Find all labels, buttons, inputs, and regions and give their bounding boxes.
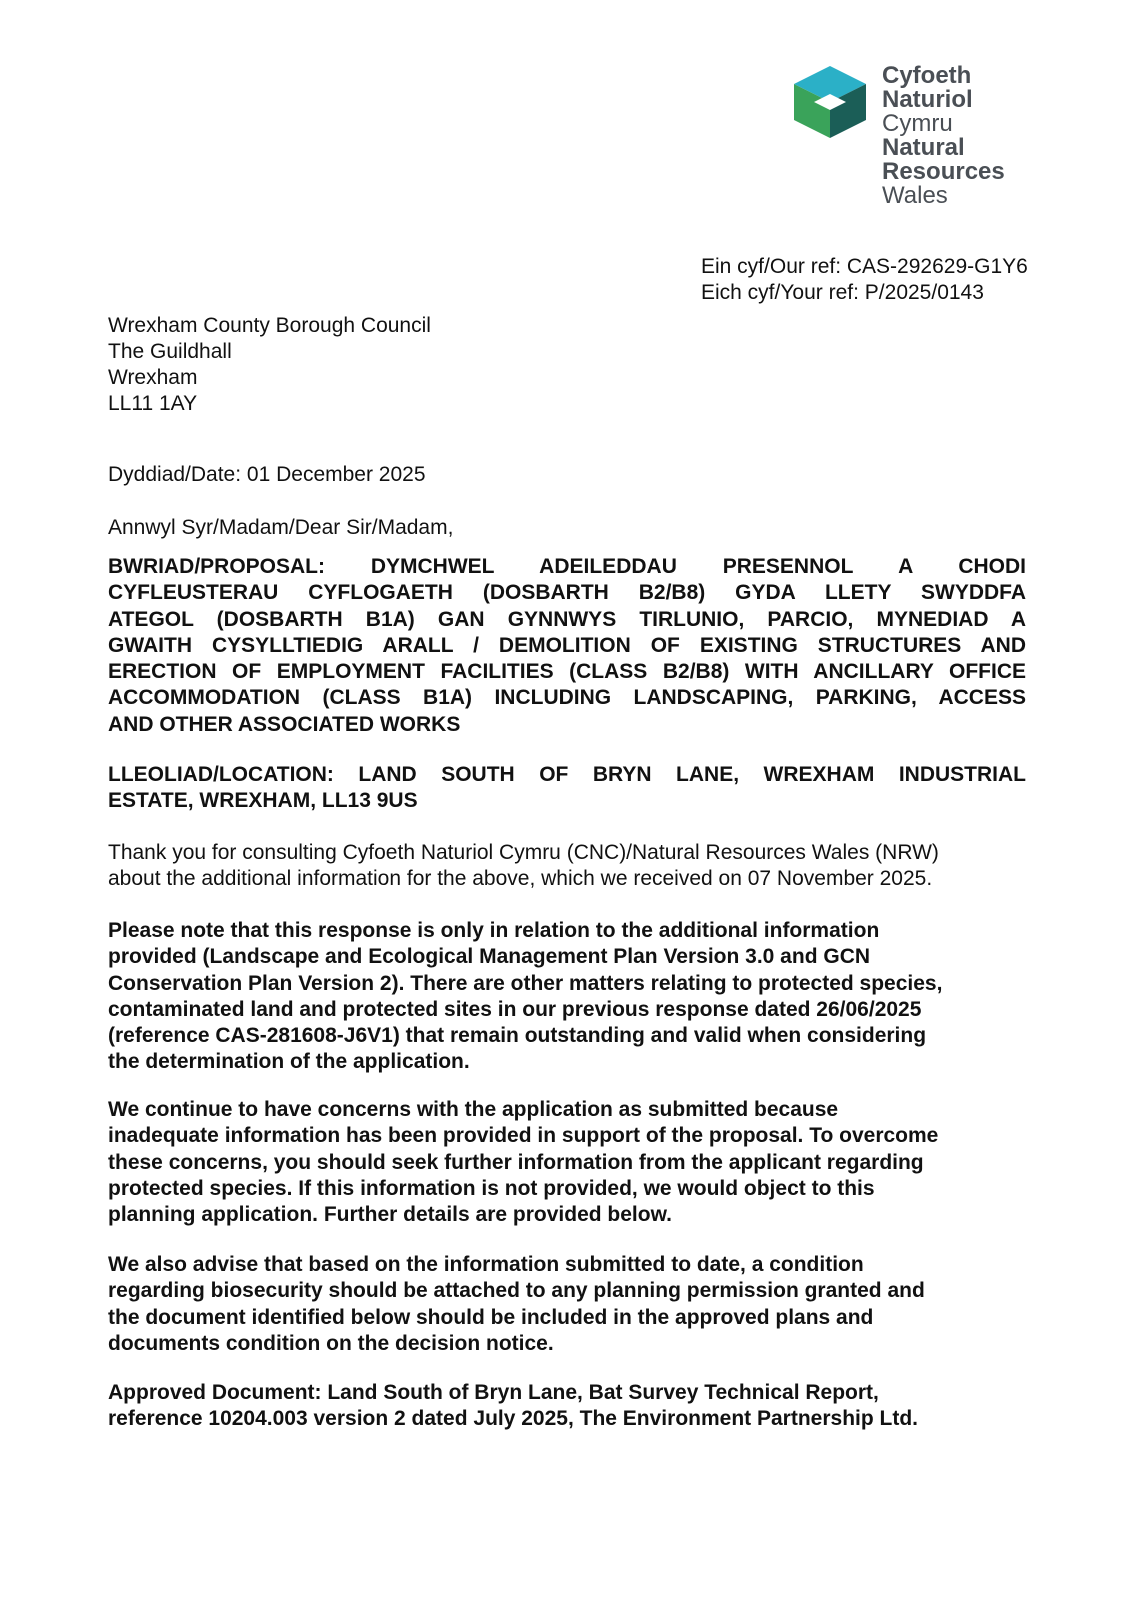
response-scope-paragraph [108,918,1026,1076]
biosecurity-paragraph [108,1252,1026,1357]
logo-wordmark [882,64,1005,208]
paragraph-line: inadequate information has been provided in support of the proposal. To overcome [108,1124,939,1148]
paragraph-line: reference 10204.003 version 2 dated July 2025, The Environment Partnership Ltd. [108,1407,918,1431]
recipient-address [108,313,431,417]
paragraph-line: We also advise that based on the information submitted to date, a condition [108,1253,864,1276]
our-ref: Ein cyf/Our ref: CAS-292629-G1Y6 [701,255,1028,278]
intro-paragraph [108,840,1026,893]
paragraph-line: about the additional information for the above, which we received on 07 November 2025. [108,867,933,891]
address-line4: LL11 1AY [108,392,198,415]
concerns-paragraph [108,1097,1026,1228]
proposal-line: BWRIAD/PROPOSAL: DYMCHWEL ADEILEDDAU PRESENNOL A CHODI [108,555,1026,578]
logo-english-line3: Wales [882,182,948,209]
your-ref: Eich cyf/Your ref: P/2025/0143 [701,281,984,304]
salutation: Annwyl Syr/Madam/Dear Sir/Madam, [108,516,454,539]
logo-english-line2: Resources [882,158,1005,185]
paragraph-line: provided (Landscape and Ecological Management Plan Version 3.0 and GCN [108,945,871,969]
location-heading [108,762,1026,815]
paragraph-line: planning application. Further details are provided below. [108,1203,672,1227]
address-line3: Wrexham [108,366,198,389]
letter-date: Dyddiad/Date: 01 December 2025 [108,463,426,486]
address-line1: Wrexham County Borough Council [108,314,431,337]
location-line: ESTATE, WREXHAM, LL13 9US [108,789,418,813]
proposal-line: AND OTHER ASSOCIATED WORKS [108,712,461,736]
paragraph-line: Approved Document: Land South of Bryn Lane, Bat Survey Technical Report, [108,1381,879,1404]
approved-document-paragraph [108,1380,1026,1433]
logo-english-line1: Natural [882,134,965,161]
paragraph-line: Conservation Plan Version 2). There are other matters relating to protected species, [108,971,943,995]
proposal-line: ATEGOL (DOSBARTH B1A) GAN GYNNWYS TIRLUNIO, PARCIO, MYNEDIAD A [108,607,1026,631]
proposal-line: ACCOMMODATION (CLASS B1A) INCLUDING LANDSCAPING, PARKING, ACCESS [108,686,1026,710]
location-line: LLEOLIAD/LOCATION: LAND SOUTH OF BRYN LANE, WREXHAM INDUSTRIAL [108,763,1026,786]
proposal-line: CYFLEUSTERAU CYFLOGAETH (DOSBARTH B2/B8) GYDA LLETY SWYDDFA [108,581,1026,605]
paragraph-line: regarding biosecurity should be attached to any planning permission granted and [108,1279,925,1303]
paragraph-line: protected species. If this information is not provided, we would object to this [108,1176,875,1200]
address-line2: The Guildhall [108,340,232,363]
paragraph-line: contaminated land and protected sites in our previous response dated 26/06/2025 [108,997,922,1021]
paragraph-line: documents condition on the decision notice. [108,1331,554,1355]
nrw-cube-icon [792,66,868,138]
proposal-line: ERECTION OF EMPLOYMENT FACILITIES (CLASS B2/B8) WITH ANCILLARY OFFICE [108,660,1026,684]
logo-welsh-line2: Naturiol [882,86,973,113]
paragraph-line: Please note that this response is only in relation to the additional information [108,919,880,942]
paragraph-line: the document identified below should be included in the approved plans and [108,1305,874,1329]
reference-block [701,254,1028,306]
logo-welsh-line3: Cymru [882,110,953,137]
paragraph-line: the determination of the application. [108,1050,470,1074]
logo-welsh-line1: Cyfoeth [882,62,972,89]
paragraph-line: these concerns, you should seek further information from the applicant regarding [108,1150,924,1174]
nrw-logo [792,64,1032,224]
paragraph-line: We continue to have concerns with the application as submitted because [108,1098,839,1121]
paragraph-line: Thank you for consulting Cyfoeth Naturiol Cymru (CNC)/Natural Resources Wales (NRW) [108,841,939,864]
paragraph-line: (reference CAS-281608-J6V1) that remain outstanding and valid when considering [108,1024,927,1048]
proposal-heading [108,554,1026,738]
proposal-line: GWAITH CYSYLLTIEDIG ARALL / DEMOLITION OF EXISTING STRUCTURES AND [108,633,1026,657]
